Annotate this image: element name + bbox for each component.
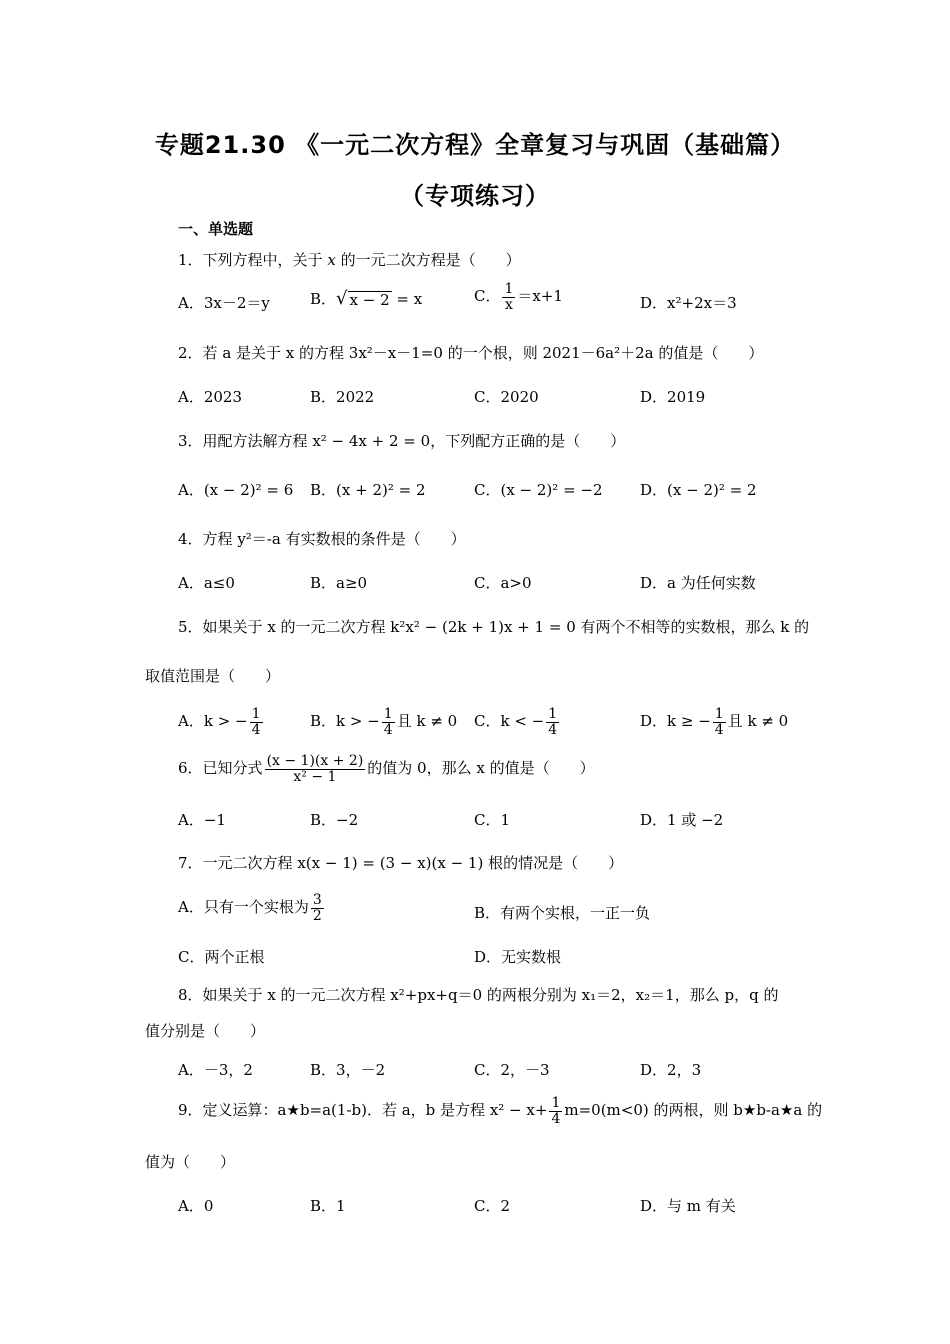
- option-3d[interactable]: D．(x − 2)² = 2: [640, 481, 757, 499]
- denominator: 2: [312, 907, 322, 924]
- question-4: [178, 528, 466, 549]
- question-stem-tail: 的一元二次方程是（ ）: [335, 251, 521, 269]
- numerator: 1: [383, 706, 393, 722]
- sqrt-expression: [336, 290, 392, 308]
- question-number: 7．: [178, 854, 203, 872]
- option-1a[interactable]: [178, 292, 270, 313]
- option-9b[interactable]: B．1: [310, 1197, 346, 1215]
- numerator: 3: [312, 892, 322, 908]
- option-1c[interactable]: [474, 282, 563, 312]
- numerator: 1: [504, 281, 514, 297]
- question-number: 6．: [178, 759, 203, 778]
- question-stem: 用配方法解方程 x² − 4x + 2 = 0，下列配方正确的是（ ）: [202, 432, 626, 450]
- question-stem: 一元二次方程 x(x − 1) = (3 − x)(x − 1) 根的情况是（ ）: [202, 854, 624, 872]
- option-3a[interactable]: A．(x − 2)² = 6: [178, 481, 294, 499]
- question-stem: 如果关于 x 的一元二次方程 k²x² − (2k + 1)x + 1 = 0 有两个不相等的实数根，那么 k 的: [202, 618, 810, 636]
- option-text: C．k < −: [474, 712, 545, 731]
- question-number: 2．: [178, 344, 203, 362]
- sqrt-icon: √: [336, 288, 348, 309]
- page-subtitle: （专项练习）: [400, 182, 550, 210]
- option-5a[interactable]: [178, 707, 265, 737]
- question-3: [178, 430, 625, 451]
- question-9: [178, 1096, 822, 1126]
- fraction: [311, 893, 324, 923]
- option-2d[interactable]: D．2019: [640, 388, 706, 406]
- option-8b[interactable]: B．3，－2: [310, 1061, 386, 1079]
- denominator: 4: [714, 721, 724, 738]
- numerator: 1: [551, 1095, 561, 1111]
- question-stem: 下列方程中，关于: [202, 251, 328, 269]
- question-6: [178, 754, 595, 784]
- option-text: = x: [391, 290, 423, 308]
- option-2b[interactable]: B．2022: [310, 388, 375, 406]
- option-4d[interactable]: D．a 为任何实数: [640, 574, 756, 592]
- question-number: 5．: [178, 618, 203, 636]
- numerator: 1: [548, 706, 558, 722]
- question-9-cont: 值为（ ）: [145, 1153, 236, 1171]
- option-label: A．: [178, 294, 204, 312]
- denominator: x² − 1: [293, 768, 337, 785]
- option-5d[interactable]: [640, 707, 788, 737]
- option-1d[interactable]: [640, 292, 737, 313]
- numerator: 1: [714, 706, 724, 722]
- option-text: x²+2x＝3: [667, 294, 737, 312]
- fraction: [549, 1096, 562, 1126]
- option-6b[interactable]: B．−2: [310, 811, 359, 829]
- option-9a[interactable]: A．0: [178, 1197, 214, 1215]
- option-7d[interactable]: D．无实数根: [474, 948, 562, 966]
- option-6c[interactable]: C．1: [474, 811, 511, 829]
- question-stem: 如果关于 x 的一元二次方程 x²+px+q＝0 的两根分别为 x₁＝2，x₂＝1，那么 p，q 的: [202, 986, 779, 1004]
- denominator: 4: [383, 721, 393, 738]
- question-5: [178, 616, 809, 637]
- denominator: 4: [551, 1110, 561, 1127]
- fraction: [250, 707, 263, 737]
- option-text: 3x－2＝y: [203, 294, 270, 312]
- option-4c[interactable]: C．a>0: [474, 574, 532, 592]
- option-text: 且 k ≠ 0: [396, 712, 458, 731]
- question-stem: 定义运算：a★b=a(1-b)．若 a，b 是方程 x² − x+: [202, 1101, 548, 1120]
- question-8: [178, 984, 778, 1005]
- question-7: [178, 852, 623, 873]
- denominator: 4: [251, 721, 261, 738]
- option-2c[interactable]: C．2020: [474, 388, 539, 406]
- question-8-cont: 值分别是（ ）: [145, 1022, 266, 1040]
- option-3b[interactable]: B．(x + 2)² = 2: [310, 481, 426, 499]
- option-1b[interactable]: [310, 288, 422, 309]
- option-label: C．: [474, 287, 501, 306]
- question-stem: 已知分式: [202, 759, 263, 778]
- question-stem: 方程 y²＝-a 有实数根的条件是（ ）: [202, 530, 466, 548]
- option-text: A．k > −: [178, 712, 248, 731]
- question-stem-tail: 的值为 0，那么 x 的值是（ ）: [367, 759, 595, 778]
- question-number: 4．: [178, 530, 203, 548]
- option-6a[interactable]: A．−1: [178, 811, 226, 829]
- option-9c[interactable]: C．2: [474, 1197, 511, 1215]
- option-8a[interactable]: A．－3，2: [178, 1061, 253, 1079]
- option-4b[interactable]: B．a≥0: [310, 574, 368, 592]
- question-stem-var: x: [327, 251, 336, 269]
- option-5b[interactable]: [310, 707, 457, 737]
- fraction: [546, 707, 559, 737]
- numerator: 1: [251, 706, 261, 722]
- question-2: [178, 342, 763, 363]
- option-5c[interactable]: [474, 707, 561, 737]
- question-number: 9．: [178, 1101, 203, 1120]
- option-8c[interactable]: C．2，－3: [474, 1061, 550, 1079]
- fraction: [265, 754, 366, 784]
- radicand: x − 2: [349, 290, 390, 309]
- section-heading: 一、单选题: [178, 220, 254, 238]
- option-2a[interactable]: A．2023: [178, 388, 243, 406]
- option-4a[interactable]: A．a≤0: [178, 574, 235, 592]
- question-stem: 若 a 是关于 x 的方程 3x²－x－1=0 的一个根，则 2021－6a²＋2a 的值是（ ）: [202, 344, 764, 362]
- option-text: A．只有一个实根为: [178, 898, 309, 917]
- option-text: 且 k ≠ 0: [727, 712, 789, 731]
- question-stem-tail: m=0(m<0) 的两根，则 b★b-a★a 的: [564, 1101, 823, 1120]
- option-text: B．k > −: [310, 712, 380, 731]
- question-number: 8．: [178, 986, 203, 1004]
- denominator: 4: [548, 721, 558, 738]
- fraction: [502, 282, 515, 312]
- denominator: x: [504, 296, 513, 313]
- page-title: 专题21.30 《一元二次方程》全章复习与巩固（基础篇）: [154, 131, 796, 159]
- option-8d[interactable]: D．2，3: [640, 1061, 702, 1079]
- question-number: 3．: [178, 432, 203, 450]
- option-3c[interactable]: C．(x − 2)² = −2: [474, 481, 603, 499]
- option-7a[interactable]: [178, 893, 326, 923]
- option-9d[interactable]: D．与 m 有关: [640, 1197, 736, 1215]
- option-7c[interactable]: C．两个正根: [178, 948, 265, 966]
- fraction: [382, 707, 395, 737]
- option-label: D．: [640, 294, 668, 312]
- option-text: ＝x+1: [517, 287, 563, 306]
- question-1: [178, 249, 521, 270]
- question-5-cont: 取值范围是（ ）: [145, 667, 281, 685]
- fraction: [713, 707, 726, 737]
- option-text: D．k ≥ −: [640, 712, 711, 731]
- numerator: (x − 1)(x + 2): [266, 753, 364, 769]
- option-6d[interactable]: D．1 或 −2: [640, 811, 724, 829]
- question-number: 1．: [178, 251, 203, 269]
- option-label: B．: [310, 290, 337, 308]
- option-7b[interactable]: B．有两个实根，一正一负: [474, 904, 651, 922]
